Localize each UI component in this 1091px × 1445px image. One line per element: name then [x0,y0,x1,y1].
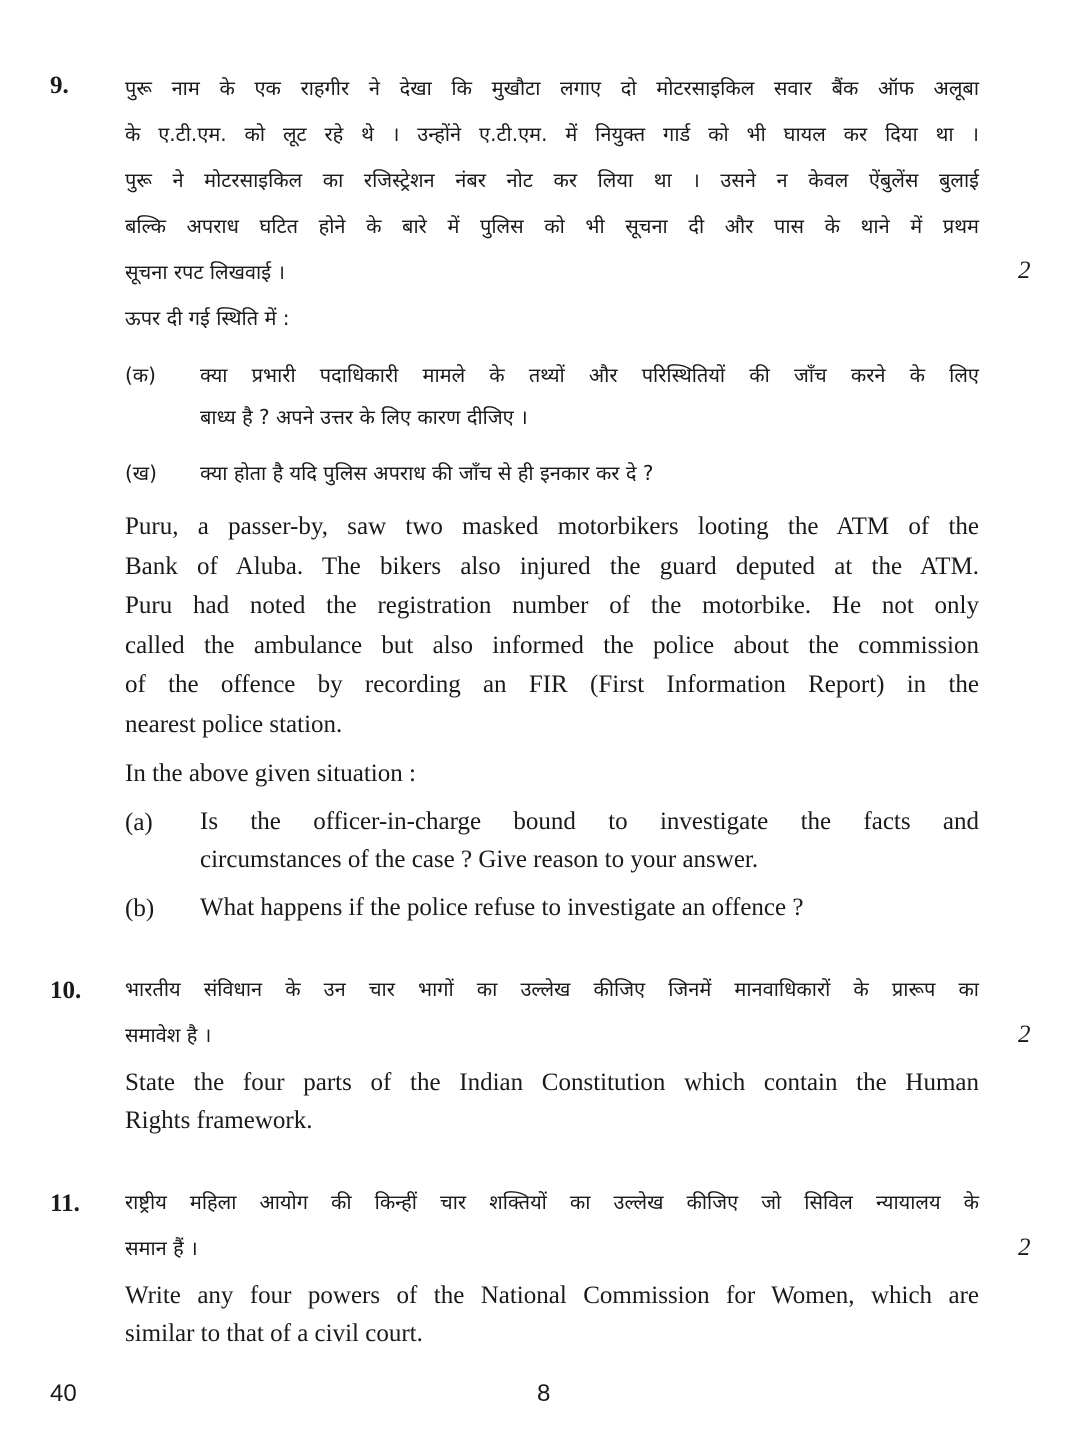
q9-hindi-line-1: पुरू नाम के एक राहगीर ने देखा कि मुखौटा लगाए दो मोटरसाइकिल सवार बैंक ऑफ अलूबा [125,76,979,100]
q9-english-line-1: Puru, a passer-by, saw two masked motorbikers looting the ATM of the [125,513,979,540]
q9-english-sub-a-line-2: circumstances of the case ? Give reason to your answer. [200,846,759,873]
q10-english-line-2: Rights framework. [125,1107,313,1134]
q9-hindi-sub-a-line-2: बाध्य है ? अपने उत्तर के लिए कारण दीजिए । [200,405,528,429]
q9-english-sub-a-line-1: Is the officer-in-charge bound to investigate the facts and [200,808,979,835]
q9-english-sub-b-text: What happens if the police refuse to investigate an offence ? [200,894,804,921]
q11-hindi-line-1: राष्ट्रीय महिला आयोग की किन्हीं चार शक्तियों का उल्लेख कीजिए जो सिविल न्यायालय के [125,1190,979,1214]
q9-hindi-line-2: के ए.टी.एम. को लूट रहे थे । उन्होंने ए.टी.एम. में नियुक्त गार्ड को भी घायल कर दिया था । [125,122,979,146]
q9-hindi-sub-a-line-1: क्या प्रभारी पदाधिकारी मामले के तथ्यों और परिस्थितियों की जाँच करने के लिए [200,363,979,387]
question-number-10: 10. [50,977,82,1004]
q9-marks: 2 [1018,257,1031,284]
q9-hindi-line-5: सूचना रपट लिखवाई । [125,260,285,284]
page-number: 8 [537,1380,551,1407]
q9-english-line-3: Puru had noted the registration number of the motorbike. He not only [125,592,979,619]
q9-hindi-sub-b-text: क्या होता है यदि पुलिस अपराध की जाँच से ही इनकार कर दे ? [200,461,654,485]
q10-english-line-1: State the four parts of the Indian Constitution which contain the Human [125,1069,979,1096]
q9-hindi-sub-a-label: (क) [125,363,156,387]
question-number-11: 11. [50,1190,80,1217]
q9-hindi-sub-b-label: (ख) [125,461,157,485]
q9-english-line-5: of the offence by recording an FIR (First Information Report) in the [125,671,979,698]
q11-english-line-1: Write any four powers of the National Commission for Women, which are [125,1282,979,1309]
question-number-9: 9. [50,72,69,99]
q11-english-line-2: similar to that of a civil court. [125,1320,423,1347]
q10-marks: 2 [1018,1021,1031,1048]
q9-hindi-line-3: पुरू ने मोटरसाइकिल का रजिस्ट्रेशन नंबर नोट कर लिया था । उसने न केवल ऐंबुलेंस बुलाई [125,168,979,192]
q9-hindi-intro: ऊपर दी गई स्थिति में : [125,306,290,330]
q9-english-line-2: Bank of Aluba. The bikers also injured the guard deputed at the ATM. [125,553,979,580]
paper-code: 40 [50,1380,77,1407]
q11-hindi-line-2: समान हैं । [125,1236,198,1260]
q9-english-sub-b-label: (b) [125,895,155,922]
q9-english-sub-a-label: (a) [125,809,153,836]
q9-english-line-6: nearest police station. [125,711,343,738]
q10-hindi-line-1: भारतीय संविधान के उन चार भागों का उल्लेख कीजिए जिनमें मानवाधिकारों के प्रारूप का [125,977,979,1001]
q9-english-intro: In the above given situation : [125,760,416,787]
q11-marks: 2 [1018,1234,1031,1261]
q9-hindi-line-4: बल्कि अपराध घटित होने के बारे में पुलिस को भी सूचना दी और पास के थाने में प्रथम [125,214,979,238]
q10-hindi-line-2: समावेश है । [125,1023,212,1047]
q9-english-line-4: called the ambulance but also informed the police about the commission [125,632,979,659]
